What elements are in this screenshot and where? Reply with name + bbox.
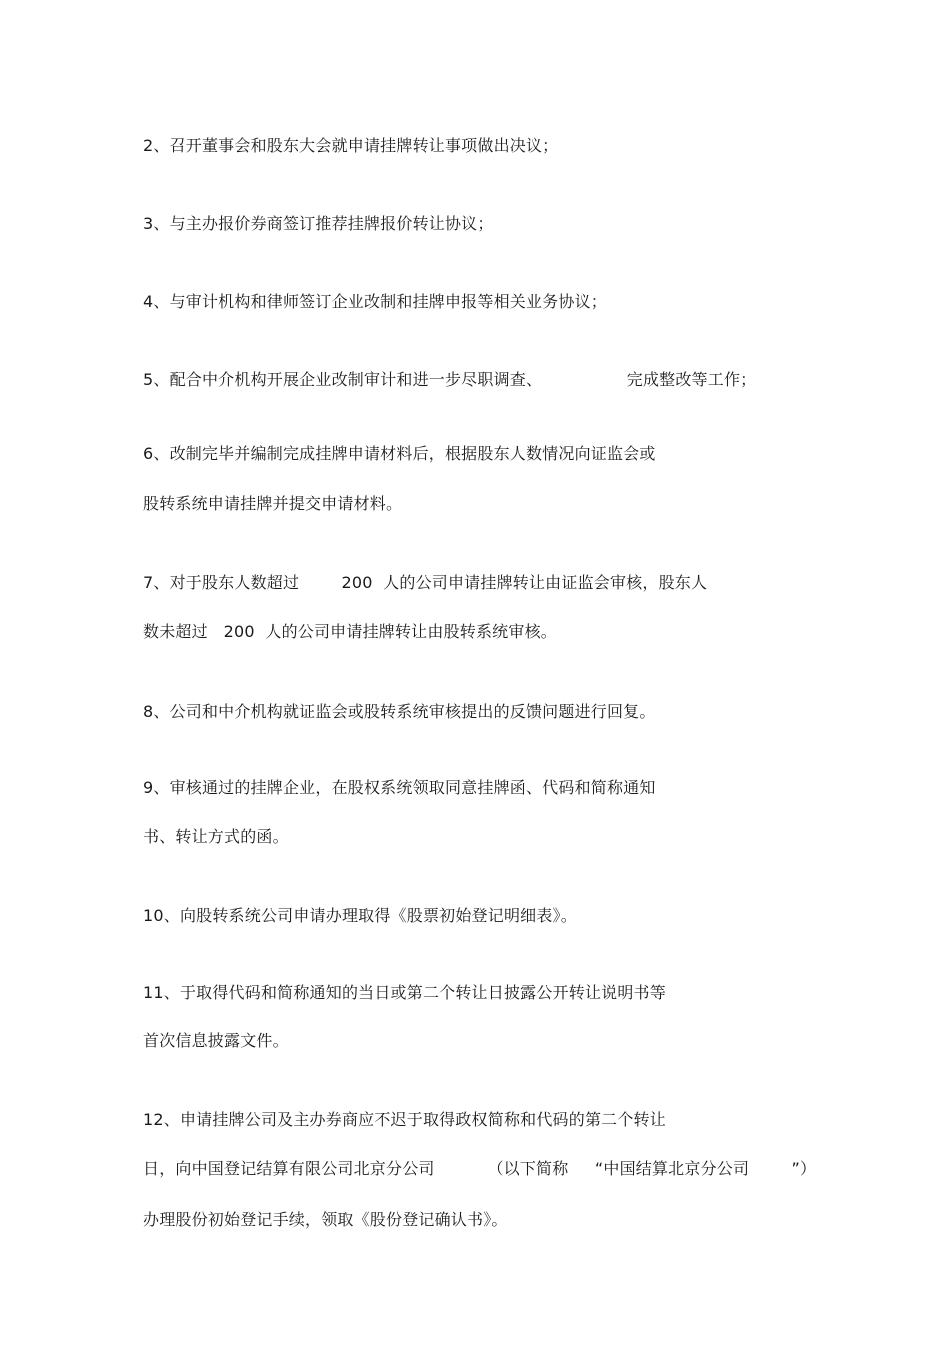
item-3-text: 3、与主办报价券商签订推荐挂牌报价转让协议； bbox=[143, 214, 494, 233]
item-4-text: 4、与审计机构和律师签订企业改制和挂牌申报等相关业务协议； bbox=[143, 292, 607, 311]
item-6-text-line-1: 6、改制完毕并编制完成挂牌申请材料后，根据股东人数情况向证监会或 bbox=[143, 444, 656, 463]
item-9-text-line-1: 9、审核通过的挂牌企业，在股权系统领取同意挂牌函、代码和简称通知 bbox=[143, 778, 656, 797]
item-11-text-line-1: 11、于取得代码和简称通知的当日或第二个转让日披露公开转让说明书等 bbox=[143, 983, 666, 1002]
item-12-text-line-3: 办理股份初始登记手续，领取《股份登记确认书》。 bbox=[143, 1210, 508, 1229]
item-6-text-line-2: 股转系统申请挂牌并提交申请材料。 bbox=[143, 494, 403, 513]
item-2-text: 2、召开董事会和股东大会就申请挂牌转让事项做出决议； bbox=[143, 136, 559, 155]
item-8-text: 8、公司和中介机构就证监会或股转系统审核提出的反馈问题进行回复。 bbox=[143, 702, 656, 721]
item-10-text: 10、向股转系统公司申请办理取得《股票初始登记明细表》。 bbox=[143, 906, 577, 925]
item-7-text-line-2: 数未超过 200 人的公司申请挂牌转让由股转系统审核。 bbox=[143, 622, 557, 641]
item-9-text-line-2: 书、转让方式的函。 bbox=[143, 827, 289, 846]
item-12-text-line-2: 日，向中国登记结算有限公司北京分公司 （以下简称 “中国结算北京分公司 ”） bbox=[143, 1159, 817, 1178]
item-5-text: 5、配合中介机构开展企业改制审计和进一步尽职调查、 完成整改等工作； bbox=[143, 370, 757, 389]
item-11-text-line-2: 首次信息披露文件。 bbox=[143, 1031, 289, 1050]
item-12-text-line-1: 12、申请挂牌公司及主办券商应不迟于取得政权简称和代码的第二个转让 bbox=[143, 1110, 666, 1129]
item-7-text-line-1: 7、对于股东人数超过 200 人的公司申请挂牌转让由证监会审核，股东人 bbox=[143, 573, 708, 592]
